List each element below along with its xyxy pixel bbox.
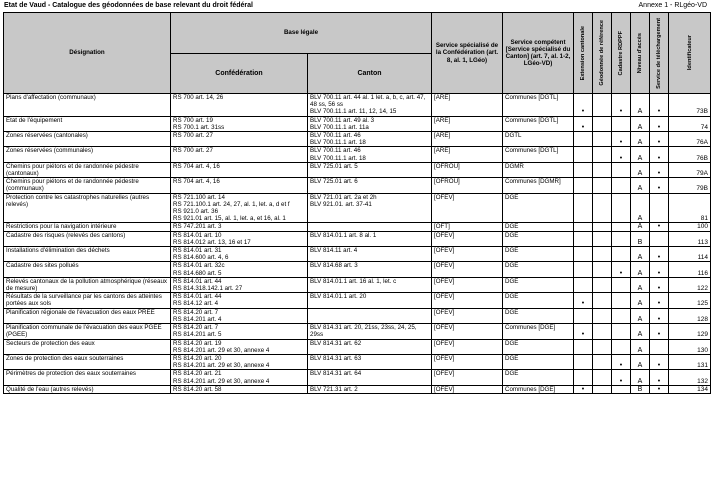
- cadastre-rdppf-cell: •: [612, 370, 631, 385]
- telechargement-cell: •: [650, 178, 669, 193]
- confederation-cell: RS 814.20 art. 7 RS 814.201 art. 4: [171, 308, 308, 323]
- telechargement-cell: •: [650, 162, 669, 177]
- cadastre-rdppf-cell: [612, 116, 631, 131]
- confederation-cell: RS 814.01 art. 10 RS 814.012 art. 13, 16 et 17: [171, 231, 308, 246]
- service-conf-cell: [OFEV]: [432, 231, 503, 246]
- extension-cell: [574, 147, 593, 162]
- geodonnee-reference-cell: [593, 370, 612, 385]
- extension-cell: [574, 247, 593, 262]
- geodonnee-reference-cell: [593, 231, 612, 246]
- geodata-catalog-table: [3, 12, 711, 394]
- designation-cell: Planification communale de l'évacuation des eaux PGEE (PGEE): [4, 324, 171, 339]
- extension-cell: [574, 132, 593, 147]
- canton-cell: BLV 725.01 art. 6: [308, 178, 432, 193]
- designation-cell: Secteurs de protection des eaux: [4, 339, 171, 354]
- extension-cell: [574, 162, 593, 177]
- telechargement-cell: [650, 193, 669, 223]
- table-row: [4, 132, 711, 147]
- confederation-cell: RS 814.01 art. 44 RS 814.318.142.1 art. 27: [171, 277, 308, 292]
- geodonnee-reference-cell: [593, 385, 612, 393]
- canton-cell: BLV 700.11 art. 46 BLV 700.11.1 art. 18: [308, 132, 432, 147]
- cadastre-rdppf-cell: •: [612, 132, 631, 147]
- cadastre-rdppf-cell: [612, 178, 631, 193]
- service-conf-cell: [ARE]: [432, 116, 503, 131]
- canton-cell: BLV 814.01.1 art. 16 al. 1, let. c: [308, 277, 432, 292]
- geodonnee-reference-cell: [593, 193, 612, 223]
- telechargement-cell: [650, 339, 669, 354]
- service-canton-cell: Communes [DGE]: [503, 385, 574, 393]
- canton-cell: BLV 725.01 art. 5: [308, 162, 432, 177]
- telechargement-cell: •: [650, 370, 669, 385]
- confederation-cell: RS 814.20 art. 58: [171, 385, 308, 393]
- confederation-cell: RS 704 art. 4, 16: [171, 178, 308, 193]
- service-canton-cell: DGTL: [503, 132, 574, 147]
- telechargement-cell: •: [650, 293, 669, 308]
- designation-cell: Relevés cantonaux de la pollution atmosphérique (réseaux de mesure): [4, 277, 171, 292]
- service-canton-cell: DGMR: [503, 162, 574, 177]
- canton-cell: BLV 814.31 art. 63: [308, 354, 432, 369]
- service-canton-cell: DGE: [503, 231, 574, 246]
- niveau-acces-cell: A: [631, 370, 650, 385]
- extension-cell: [574, 223, 593, 231]
- table-row: [4, 162, 711, 177]
- cadastre-rdppf-header: Cadastre RDPPF: [612, 13, 631, 94]
- extension-cell: •: [574, 293, 593, 308]
- designation-cell: Résultats de la surveillance par les cantons des atteintes portées aux sols: [4, 293, 171, 308]
- telechargement-cell: •: [650, 94, 669, 117]
- geodonnee-reference-cell: [593, 162, 612, 177]
- canton-header: Canton: [308, 53, 432, 94]
- table-body: [4, 94, 711, 394]
- telechargement-cell: •: [650, 262, 669, 277]
- extension-cell: •: [574, 385, 593, 393]
- cadastre-rdppf-cell: •: [612, 94, 631, 117]
- extension-header: Extension cantonale: [574, 13, 593, 94]
- telechargement-cell: •: [650, 324, 669, 339]
- cadastre-rdppf-cell: •: [612, 262, 631, 277]
- telechargement-cell: •: [650, 223, 669, 231]
- identificateur-cell: 74: [669, 116, 711, 131]
- confederation-cell: RS 814.20 art. 19 RS 814.201 art. 29 et 30, annexe 4: [171, 339, 308, 354]
- service-canton-cell: Communes [DGTL]: [503, 116, 574, 131]
- service-conf-header: Service spécialisé de la Confédération (art. 8, al. 1, LGéo): [432, 13, 503, 94]
- confederation-cell: RS 814.20 art. 21 RS 814.201 art. 29 et 30, annexe 4: [171, 370, 308, 385]
- telechargement-cell: •: [650, 132, 669, 147]
- table-row: [4, 370, 711, 385]
- table-row: [4, 385, 711, 393]
- designation-cell: Planification régionale de l'évacuation des eaux PREE: [4, 308, 171, 323]
- table-row: [4, 354, 711, 369]
- cadastre-rdppf-cell: [612, 293, 631, 308]
- identificateur-cell: 76B: [669, 147, 711, 162]
- canton-cell: BLV 814.31 art. 64: [308, 370, 432, 385]
- extension-cell: [574, 193, 593, 223]
- service-canton-cell: DGE: [503, 247, 574, 262]
- confederation-cell: RS 814.20 art. 7 RS 814.201 art. 5: [171, 324, 308, 339]
- identificateur-cell: 129: [669, 324, 711, 339]
- geodonnee-reference-cell: [593, 132, 612, 147]
- niveau-acces-cell: A: [631, 277, 650, 292]
- niveau-acces-cell: A: [631, 339, 650, 354]
- identificateur-cell: 113: [669, 231, 711, 246]
- niveau-acces-cell: A: [631, 193, 650, 223]
- service-conf-cell: [OFEV]: [432, 308, 503, 323]
- telechargement-cell: •: [650, 354, 669, 369]
- identificateur-cell: 134: [669, 385, 711, 393]
- designation-cell: Chemins pour piétons et de randonnée pédestre (communaux): [4, 178, 171, 193]
- geodonnee-reference-cell: [593, 223, 612, 231]
- designation-cell: Protection contre les catastrophes naturelles (autres relevés): [4, 193, 171, 223]
- identificateur-cell: 73B: [669, 94, 711, 117]
- telechargement-cell: •: [650, 277, 669, 292]
- extension-cell: [574, 262, 593, 277]
- cadastre-rdppf-cell: [612, 339, 631, 354]
- niveau-acces-cell: A: [631, 132, 650, 147]
- identificateur-cell: 125: [669, 293, 711, 308]
- table-row: [4, 116, 711, 131]
- confederation-cell: RS 704 art. 4, 16: [171, 162, 308, 177]
- niveau-acces-cell: A: [631, 324, 650, 339]
- cadastre-rdppf-cell: [612, 231, 631, 246]
- service-canton-cell: DGE: [503, 354, 574, 369]
- telechargement-cell: •: [650, 385, 669, 393]
- cadastre-rdppf-cell: [612, 324, 631, 339]
- extension-cell: [574, 339, 593, 354]
- niveau-acces-cell: A: [631, 262, 650, 277]
- niveau-acces-cell: A: [631, 162, 650, 177]
- designation-cell: Installations d'élimination des déchets: [4, 247, 171, 262]
- cadastre-rdppf-cell: [612, 277, 631, 292]
- extension-cell: [574, 231, 593, 246]
- service-conf-cell: [OFROU]: [432, 178, 503, 193]
- identificateur-cell: 130: [669, 339, 711, 354]
- identificateur-cell: 116: [669, 262, 711, 277]
- service-canton-cell: DGE: [503, 339, 574, 354]
- confederation-cell: RS 814.01 art. 44 RS 814.12 art. 4: [171, 293, 308, 308]
- designation-cell: Etat de l'équipement: [4, 116, 171, 131]
- cadastre-rdppf-cell: [612, 193, 631, 223]
- geodonnee-reference-cell: [593, 277, 612, 292]
- canton-cell: BLV 814.11 art. 4: [308, 247, 432, 262]
- niveau-acces-cell: A: [631, 354, 650, 369]
- table-row: [4, 193, 711, 223]
- geodonnee-reference-cell: [593, 147, 612, 162]
- telechargement-cell: •: [650, 247, 669, 262]
- table-row: [4, 324, 711, 339]
- niveau-acces-header: Niveau d'accès: [631, 13, 650, 94]
- service-canton-cell: DGE: [503, 193, 574, 223]
- confederation-cell: RS 700 art. 27: [171, 147, 308, 162]
- designation-cell: Restrictions pour la navigation intérieure: [4, 223, 171, 231]
- extension-cell: [574, 277, 593, 292]
- service-canton-cell: DGE: [503, 223, 574, 231]
- base-legale-header: Base légale: [171, 13, 432, 54]
- service-canton-header: Service compétent [Service spécialisé du Canton] (art. 7, al. 1-2, LGéo-VD): [503, 13, 574, 94]
- service-canton-cell: DGE: [503, 262, 574, 277]
- designation-cell: Chemins pour piétons et de randonnée pédestre (cantonaux): [4, 162, 171, 177]
- geodonnee-reference-cell: [593, 308, 612, 323]
- geodonnee-reference-cell: [593, 116, 612, 131]
- cadastre-rdppf-cell: [612, 308, 631, 323]
- telechargement-cell: •: [650, 147, 669, 162]
- niveau-acces-cell: A: [631, 223, 650, 231]
- cadastre-rdppf-cell: [612, 162, 631, 177]
- service-conf-cell: [OFEV]: [432, 324, 503, 339]
- confederation-cell: RS 747.201 art. 3: [171, 223, 308, 231]
- table-row: [4, 231, 711, 246]
- service-conf-cell: [OFEV]: [432, 277, 503, 292]
- cadastre-rdppf-cell: [612, 247, 631, 262]
- cadastre-rdppf-cell: •: [612, 147, 631, 162]
- service-canton-cell: DGE: [503, 370, 574, 385]
- service-conf-cell: [ARE]: [432, 132, 503, 147]
- canton-cell: BLV 814.31 art. 62: [308, 339, 432, 354]
- table-row: [4, 308, 711, 323]
- canton-cell: BLV 814.31 art. 20, 21ss, 23ss, 24, 25, 29ss: [308, 324, 432, 339]
- extension-cell: •: [574, 324, 593, 339]
- canton-cell: BLV 814.01.1 art. 20: [308, 293, 432, 308]
- confederation-cell: RS 700 art. 14, 26: [171, 94, 308, 117]
- designation-cell: Qualité de l'eau (autres relevés): [4, 385, 171, 393]
- canton-cell: [308, 223, 432, 231]
- designation-header: Désignation: [4, 13, 171, 94]
- niveau-acces-cell: B: [631, 231, 650, 246]
- geodonnee-reference-cell: [593, 293, 612, 308]
- confederation-cell: RS 814.20 art. 20 RS 814.201 art. 29 et 30, annexe 4: [171, 354, 308, 369]
- table-row: [4, 277, 711, 292]
- extension-cell: [574, 178, 593, 193]
- service-conf-cell: [OFT]: [432, 223, 503, 231]
- designation-cell: Zones de protection des eaux souterraines: [4, 354, 171, 369]
- service-canton-cell: Communes [DGMR]: [503, 178, 574, 193]
- service-conf-cell: [OFEV]: [432, 193, 503, 223]
- confederation-header: Confédération: [171, 53, 308, 94]
- geodonnee-reference-cell: [593, 324, 612, 339]
- niveau-acces-cell: A: [631, 116, 650, 131]
- table-row: [4, 262, 711, 277]
- page-title: Etat de Vaud - Catalogue des géodonnées de base relevant du droit fédéral: [4, 2, 253, 9]
- cadastre-rdppf-cell: [612, 223, 631, 231]
- canton-cell: [308, 308, 432, 323]
- cadastre-rdppf-cell: [612, 385, 631, 393]
- designation-cell: Cadastre des sites pollués: [4, 262, 171, 277]
- niveau-acces-cell: A: [631, 147, 650, 162]
- niveau-acces-cell: A: [631, 308, 650, 323]
- extension-cell: [574, 308, 593, 323]
- service-conf-cell: [OFEV]: [432, 247, 503, 262]
- designation-cell: Cadastre des risques (relevés des cantons): [4, 231, 171, 246]
- geodonnee-reference-cell: [593, 178, 612, 193]
- service-conf-cell: [ARE]: [432, 94, 503, 117]
- service-canton-cell: DGE: [503, 308, 574, 323]
- extension-cell: [574, 370, 593, 385]
- service-conf-cell: [ARE]: [432, 147, 503, 162]
- niveau-acces-cell: B: [631, 385, 650, 393]
- identificateur-cell: 131: [669, 354, 711, 369]
- canton-cell: BLV 700.11 art. 44 al. 1 let. a, b, c, art. 47, 48 ss, 56 ss BLV 700.11.1 art. 11, 12, 14, 15: [308, 94, 432, 117]
- telechargement-header: Service de téléchargement: [650, 13, 669, 94]
- identificateur-cell: 81: [669, 193, 711, 223]
- confederation-cell: RS 721.100 art. 14 RS 721.100.1 art. 24, 27, al. 1, let. a, d et f RS 921.0 art. 36 RS 921.01 art. 15, al. 1, let. a, et 16, al. 1: [171, 193, 308, 223]
- geodonnee-reference-cell: [593, 262, 612, 277]
- identificateur-cell: 79A: [669, 162, 711, 177]
- table-row: [4, 293, 711, 308]
- service-conf-cell: [OFROU]: [432, 162, 503, 177]
- niveau-acces-cell: A: [631, 178, 650, 193]
- service-conf-cell: [OFEV]: [432, 370, 503, 385]
- designation-cell: Zones réservées (communales): [4, 147, 171, 162]
- service-conf-cell: [OFEV]: [432, 354, 503, 369]
- canton-cell: BLV 814.68 art. 3: [308, 262, 432, 277]
- designation-cell: Zones réservées (cantonales): [4, 132, 171, 147]
- niveau-acces-cell: A: [631, 94, 650, 117]
- identificateur-header: Identificateur: [669, 13, 711, 94]
- identificateur-cell: 132: [669, 370, 711, 385]
- service-canton-cell: DGE: [503, 277, 574, 292]
- identificateur-cell: 76A: [669, 132, 711, 147]
- cadastre-rdppf-cell: •: [612, 354, 631, 369]
- service-conf-cell: [OFEV]: [432, 262, 503, 277]
- canton-cell: BLV 700.11 art. 46 BLV 700.11.1 art. 18: [308, 147, 432, 162]
- geodonnee-reference-cell: [593, 354, 612, 369]
- designation-cell: Plans d'affectation (communaux): [4, 94, 171, 117]
- service-canton-cell: Communes [DGTL]: [503, 147, 574, 162]
- extension-cell: [574, 354, 593, 369]
- canton-cell: BLV 721.31 art. 2: [308, 385, 432, 393]
- confederation-cell: RS 700 art. 19 RS 700.1 art. 31ss: [171, 116, 308, 131]
- annex-label: Annexe 1 - RLgéo-VD: [638, 2, 707, 9]
- designation-cell: Périmètres de protection des eaux souterraines: [4, 370, 171, 385]
- table-row: [4, 178, 711, 193]
- service-canton-cell: DGE: [503, 293, 574, 308]
- canton-cell: BLV 700.11 art. 49 al. 3 BLV 700.11.1 art. 11a: [308, 116, 432, 131]
- identificateur-cell: 79B: [669, 178, 711, 193]
- table-row: [4, 339, 711, 354]
- identificateur-cell: 114: [669, 247, 711, 262]
- identificateur-cell: 128: [669, 308, 711, 323]
- confederation-cell: RS 700 art. 27: [171, 132, 308, 147]
- identificateur-cell: 100: [669, 223, 711, 231]
- geodonnee-reference-cell: [593, 247, 612, 262]
- identificateur-cell: 122: [669, 277, 711, 292]
- service-conf-cell: [OFEV]: [432, 385, 503, 393]
- service-conf-cell: [OFEV]: [432, 339, 503, 354]
- telechargement-cell: •: [650, 308, 669, 323]
- extension-cell: •: [574, 94, 593, 117]
- geodonnee-reference-cell: [593, 339, 612, 354]
- niveau-acces-cell: A: [631, 293, 650, 308]
- confederation-cell: RS 814.01 art. 31 RS 814.600 art. 4, 6: [171, 247, 308, 262]
- confederation-cell: RS 814.01 art. 32c RS 814.680 art. 5: [171, 262, 308, 277]
- table-row: [4, 223, 711, 231]
- service-conf-cell: [OFEV]: [432, 293, 503, 308]
- telechargement-cell: •: [650, 116, 669, 131]
- service-canton-cell: Communes [DGE]: [503, 324, 574, 339]
- service-canton-cell: Communes [DGTL]: [503, 94, 574, 117]
- table-row: [4, 247, 711, 262]
- geodonnee-reference-header: Géodonnée de référence: [593, 13, 612, 94]
- telechargement-cell: [650, 231, 669, 246]
- geodonnee-reference-cell: [593, 94, 612, 117]
- canton-cell: BLV 721.01 art. 2a et 2h BLV 921.01. art. 37-41: [308, 193, 432, 223]
- extension-cell: •: [574, 116, 593, 131]
- table-row: [4, 147, 711, 162]
- table-row: [4, 94, 711, 117]
- canton-cell: BLV 814.01.1 art. 8 al. 1: [308, 231, 432, 246]
- niveau-acces-cell: A: [631, 247, 650, 262]
